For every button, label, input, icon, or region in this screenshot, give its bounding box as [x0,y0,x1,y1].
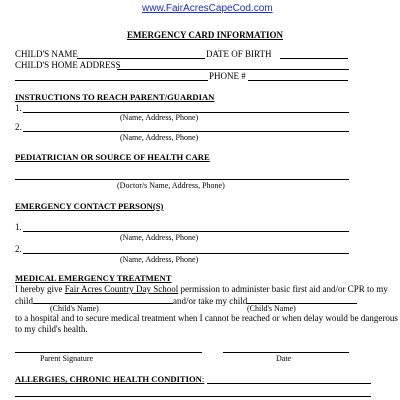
childs-name-line[interactable] [77,58,205,59]
contact-item-2-line[interactable] [23,253,349,254]
consent-line-1 [15,284,388,294]
childs-name-caption-2: (Child's Name) [247,304,296,313]
childs-home-address-label: CHILD'S HOME ADDRESS [15,60,121,70]
childs-name-label: CHILD'S NAME [15,49,78,59]
home-address-line[interactable] [117,69,349,70]
parent-item-1-caption: (Name, Address, Phone) [120,113,199,122]
consent-line-1-end: permission to administer basic first aid and/or CPR to my [180,284,388,294]
pediatrician-caption: (Doctor/s Name, Address, Phone) [117,181,225,190]
pediatrician-line[interactable] [15,179,349,180]
allergies-line-2[interactable] [15,396,371,397]
contact-item-1-line[interactable] [23,231,349,232]
allergies-line-1[interactable] [207,383,371,384]
child-name-blank-1[interactable] [33,294,173,304]
pediatrician-heading: PEDIATRICIAN OR SOURCE OF HEALTH CARE [15,152,210,162]
allergies-colon: : [201,374,205,384]
form-title: EMERGENCY CARD INFORMATION [127,30,283,40]
school-name: Fair Acres Country Day School [64,284,179,294]
consent-line-2-start: child [15,296,33,306]
child-name-blank-2[interactable] [247,294,357,304]
consent-line-1-start: I hereby give [15,284,63,294]
site-url-link[interactable]: www.FairAcresCapeCod.com [142,3,273,14]
parent-signature-line[interactable] [15,352,202,353]
contact-item-2-caption: (Name, Address, Phone) [120,255,199,264]
emergency-contact-heading: EMERGENCY CONTACT PERSON(S) [15,201,164,211]
date-of-birth-line[interactable] [280,58,348,59]
phone-line[interactable] [248,80,348,81]
date-line[interactable] [223,352,349,353]
contact-item-1-caption: (Name, Address, Phone) [120,233,199,242]
parent-signature-caption: Parent Signature [40,354,94,363]
allergies-heading [15,374,204,384]
contact-item-1-label: 1. [15,222,22,232]
parent-item-2-caption: (Name, Address, Phone) [120,133,199,142]
medical-treatment-heading: MEDICAL EMERGENCY TREATMENT [15,273,172,283]
parent-item-1-label: 1. [15,103,22,113]
date-of-birth-label: DATE OF BIRTH [206,49,272,59]
consent-line-2-middle: and/or take my child [173,296,248,306]
consent-line-3: to a hospital and to secure medical treatment when I cannot be reached or when delay would be dangerous [15,313,398,323]
parent-item-2-line[interactable] [23,131,349,132]
allergies-heading-text: ALLERGIES, CHRONIC HEALTH CONDITION [15,374,202,384]
childs-name-caption-1: (Child's Name) [50,304,99,313]
consent-line-4: to my child's health. [15,324,88,334]
home-address-line-2[interactable] [15,80,208,81]
contact-item-2-label: 2. [15,244,22,254]
date-caption: Date [276,354,292,363]
phone-label: PHONE # [209,71,246,81]
parent-guardian-heading: INSTRUCTIONS TO REACH PARENT/GUARDIAN [15,92,215,102]
parent-item-2-label: 2. [15,122,22,132]
